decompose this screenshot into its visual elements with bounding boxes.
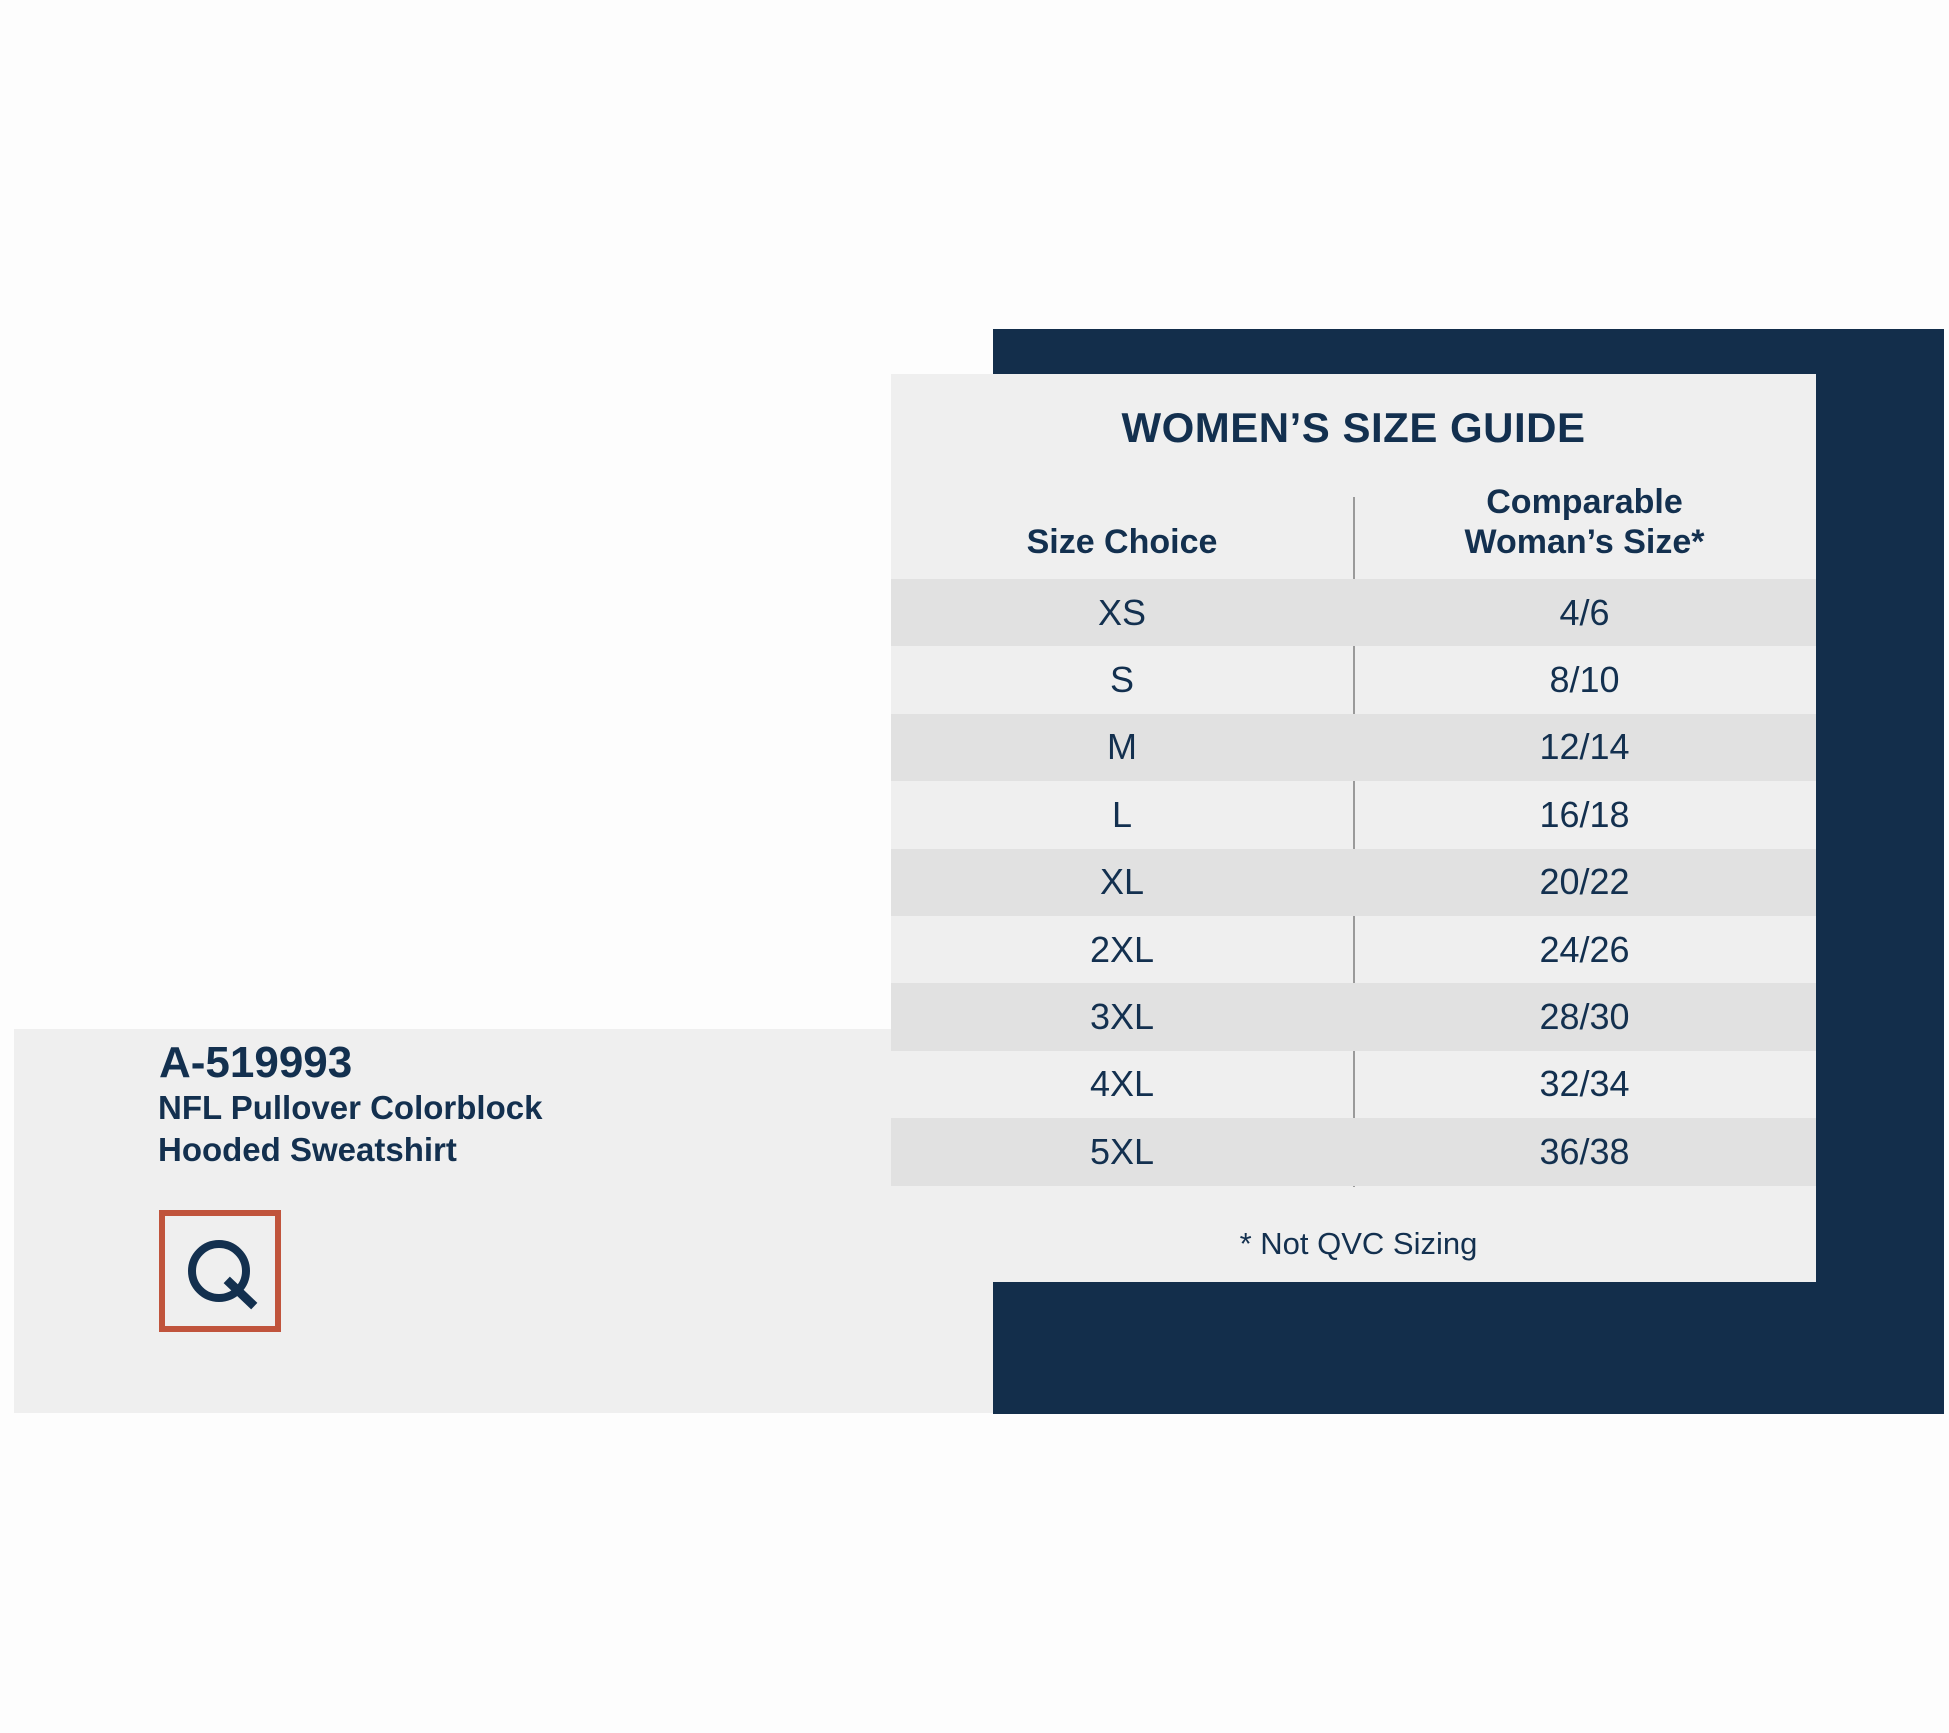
- size-choice-cell: L: [1111, 793, 1133, 835]
- comparable-size-cell: 24/26: [1539, 928, 1630, 970]
- comparable-size-cell: 20/22: [1539, 861, 1630, 903]
- comparable-size-header-line1: Comparable: [1486, 483, 1683, 521]
- sizing-footnote: * Not QVC Sizing: [1239, 1226, 1478, 1261]
- size-row: [891, 781, 1816, 848]
- size-row: [891, 916, 1816, 983]
- size-row: [891, 1051, 1816, 1118]
- comparable-size-cell: 8/10: [1549, 659, 1620, 701]
- size-guide-title: WOMEN’S SIZE GUIDE: [1121, 404, 1586, 451]
- size-choice-cell: 5XL: [1089, 1130, 1155, 1172]
- size-choice-cell: M: [1107, 726, 1137, 768]
- size-choice-cell: XL: [1099, 861, 1145, 903]
- item-number: A-519993: [159, 1038, 353, 1087]
- size-choice-cell: 4XL: [1089, 1063, 1155, 1105]
- product-name-line1: NFL Pullover Colorblock: [158, 1089, 543, 1126]
- size-row: [891, 579, 1816, 646]
- comparable-size-header-line2: Woman’s Size*: [1464, 523, 1705, 561]
- comparable-size-cell: 36/38: [1539, 1130, 1630, 1172]
- size-choice-cell: 3XL: [1089, 996, 1155, 1038]
- product-name: [158, 1087, 542, 1171]
- comparable-size-cell: 32/34: [1539, 1063, 1630, 1105]
- size-row: [891, 646, 1816, 713]
- qvc-q-logo-icon: [159, 1210, 281, 1332]
- size-row: [891, 1118, 1816, 1185]
- size-choice-cell: 2XL: [1089, 928, 1155, 970]
- size-table: [891, 579, 1816, 1186]
- size-guide-card: [891, 374, 1816, 1282]
- comparable-size-cell: 4/6: [1559, 591, 1610, 633]
- comparable-size-cell: 16/18: [1539, 793, 1630, 835]
- size-choice-cell: XS: [1097, 591, 1147, 633]
- size-choice-cell: S: [1109, 659, 1134, 701]
- comparable-size-cell: 28/30: [1539, 996, 1630, 1038]
- product-name-line2: Hooded Sweatshirt: [158, 1131, 457, 1168]
- size-row: [891, 714, 1816, 781]
- comparable-size-header: [1353, 482, 1816, 562]
- size-choice-header: Size Choice: [1026, 523, 1218, 561]
- comparable-size-cell: 12/14: [1539, 726, 1630, 768]
- size-row: [891, 849, 1816, 916]
- size-row: [891, 983, 1816, 1050]
